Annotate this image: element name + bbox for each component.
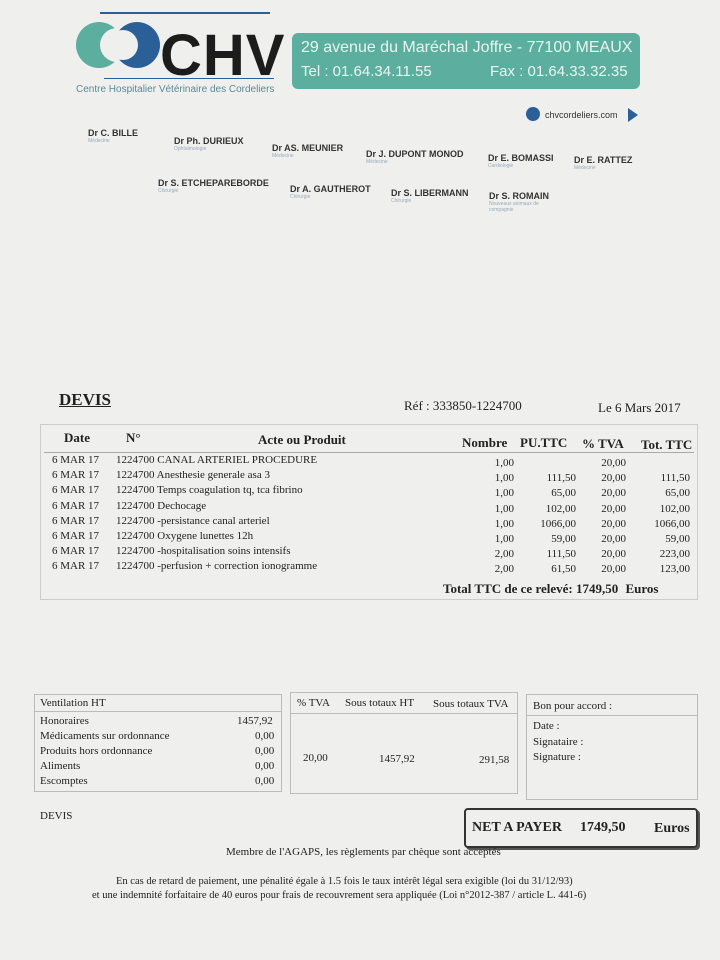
approval-date[interactable]: Date : <box>533 720 560 732</box>
col-date: Date <box>64 430 90 445</box>
doctor-name: Dr AS. MEUNIER <box>272 143 344 153</box>
cell-qty: 1,00 <box>494 533 514 545</box>
items-header <box>44 428 694 454</box>
cell-desc: 1224700 Dechocage <box>116 500 207 512</box>
doctor-specialty: Nouveaux animaux de compagnie <box>489 201 539 213</box>
cell-tva: 20,00 <box>601 533 626 545</box>
arrow-right-icon <box>628 108 638 122</box>
total-currency: Euros <box>625 581 659 596</box>
footer-devis-label: DEVIS <box>40 810 73 822</box>
cell-desc: 1224700 Oxygene lunettes 12h <box>116 530 254 542</box>
doctor-specialty: Ophtalmologie <box>174 146 207 152</box>
cell-tva: 20,00 <box>601 457 626 469</box>
doctor-8 <box>290 184 371 200</box>
cell-tva: 20,00 <box>601 472 626 484</box>
cell-date: 6 MAR 17 <box>52 545 100 557</box>
approval-title: Bon pour accord : <box>533 700 613 712</box>
cell-tot: 111,50 <box>660 472 690 484</box>
document-title: DEVIS <box>59 390 111 409</box>
doctor-name: Dr J. DUPONT MONOD <box>366 149 464 159</box>
phone: Tel : 01.64.34.11.55 <box>301 63 432 80</box>
brand-tagline: Centre Hospitalier Vétérinaire des Cordeliers <box>76 84 275 95</box>
cell-date: 6 MAR 17 <box>52 484 100 496</box>
cell-pu: 111,50 <box>546 548 576 560</box>
cell-tot: 223,00 <box>659 548 690 560</box>
doctor-9 <box>391 188 469 204</box>
subtotal-vat-header: Sous totaux TVA <box>433 698 509 710</box>
cell-tot: 123,00 <box>659 563 690 575</box>
subtotal-vat: 291,58 <box>479 754 510 766</box>
fax: Fax : 01.64.33.32.35 <box>490 63 628 80</box>
cell-date: 6 MAR 17 <box>52 530 100 542</box>
approval-box <box>526 694 698 800</box>
cell-desc: 1224700 Anesthesie generale asa 3 <box>116 469 270 481</box>
doctor-specialty: Cardiologie <box>488 163 514 169</box>
cell-tot: 1066,00 <box>654 518 690 530</box>
net-value: 1749,50 <box>580 820 626 835</box>
cell-pu: 59,00 <box>551 533 576 545</box>
net-label: NET A PAYER <box>472 820 562 835</box>
col-number: N° <box>126 430 141 445</box>
doctor-1 <box>88 128 138 144</box>
cell-qty: 1,00 <box>494 472 514 484</box>
doctor-name: Dr S. ETCHEPAREBORDE <box>158 178 269 188</box>
cell-pu: 61,50 <box>551 563 576 575</box>
cell-date: 6 MAR 17 <box>52 469 100 481</box>
net-currency: Euros <box>654 821 690 836</box>
divider <box>527 715 697 716</box>
legal-notice-2: et une indemnité forfaitaire de 40 euros pour frais de recouvrement sera appliquée (Loi n°2012-387 / article L. 441-6) <box>92 890 587 901</box>
cell-qty: 2,00 <box>494 548 514 560</box>
cell-date: 6 MAR 17 <box>52 454 100 466</box>
cell-date: 6 MAR 17 <box>52 500 100 512</box>
web-icon <box>526 107 540 121</box>
cell-qty: 1,00 <box>494 457 514 469</box>
doctor-specialty: Chirurgie <box>391 198 412 204</box>
doctor-specialty: Médecine <box>88 138 110 144</box>
approval-signature[interactable]: Signature : <box>533 751 581 763</box>
divider <box>291 713 517 714</box>
cell-desc: 1224700 CANAL ARTERIEL PROCEDURE <box>116 454 318 466</box>
doctor-name: Dr Ph. DURIEUX <box>174 136 244 146</box>
address-box <box>292 33 640 89</box>
ventilation-box <box>34 694 282 792</box>
subtotal-ht: 1457,92 <box>379 753 415 765</box>
doctor-name: Dr C. BILLE <box>88 128 139 138</box>
cell-qty: 1,00 <box>494 487 514 499</box>
ventilation-label: Médicaments sur ordonnance <box>40 730 170 742</box>
cell-pu: 102,00 <box>545 503 576 515</box>
doctor-5 <box>488 153 554 169</box>
ventilation-header: Ventilation HT <box>40 697 106 709</box>
cell-tva: 20,00 <box>601 503 626 515</box>
cell-pu: 111,50 <box>546 472 576 484</box>
doctor-specialty: Médecine <box>574 165 596 171</box>
vat-box <box>290 692 518 794</box>
cell-qty: 2,00 <box>494 563 514 575</box>
doctor-7 <box>158 178 269 194</box>
cell-tot: 65,00 <box>665 487 690 499</box>
ventilation-value: 1457,92 <box>237 715 273 727</box>
subtotal-ht-header: Sous totaux HT <box>345 697 415 709</box>
net-to-pay-box <box>464 808 698 848</box>
doctor-name: Dr S. ROMAIN <box>489 191 550 201</box>
col-product: Acte ou Produit <box>258 432 346 447</box>
approval-signatory[interactable]: Signataire : <box>533 736 584 748</box>
doctor-name: Dr A. GAUTHEROT <box>290 184 371 194</box>
cell-desc: 1224700 -hospitalisation soins intensifs <box>116 545 291 557</box>
ventilation-label: Produits hors ordonnance <box>40 745 153 757</box>
vat-rate: 20,00 <box>303 752 328 764</box>
agaps-note: Membre de l'AGAPS, les règlements par chèque sont acceptés <box>226 846 501 858</box>
doctor-10 <box>489 191 559 213</box>
ventilation-label: Aliments <box>40 760 81 772</box>
reference: Réf : 333850-1224700 <box>404 398 522 413</box>
header-divider <box>44 452 694 453</box>
ventilation-label: Escomptes <box>40 775 88 787</box>
legal-notice-1: En cas de retard de paiement, une pénalité égale à 1.5 fois le taux intérêt légal sera exigible (loi du 31/12/93) <box>116 876 573 887</box>
ventilation-value: 0,00 <box>255 760 275 772</box>
website[interactable]: chvcordeliers.com <box>545 110 618 120</box>
brand-name: CHV <box>160 23 286 88</box>
total-value: 1749,50 <box>576 581 619 596</box>
cell-tot: 102,00 <box>659 503 690 515</box>
doctor-name: Dr E. BOMASSI <box>488 153 554 163</box>
cell-date: 6 MAR 17 <box>52 560 100 572</box>
cell-tva: 20,00 <box>601 487 626 499</box>
col-qty: Nombre <box>462 435 508 450</box>
doctor-2 <box>174 136 244 152</box>
total-line <box>443 581 659 597</box>
address: 29 avenue du Maréchal Joffre - 77100 MEAUX <box>301 39 633 56</box>
cell-desc: 1224700 Temps coagulation tq, tca fibrino <box>116 484 303 496</box>
doctor-4 <box>366 149 464 165</box>
vat-rate-header: % TVA <box>297 697 330 709</box>
cell-desc: 1224700 -persistance canal arteriel <box>116 515 270 527</box>
cell-qty: 1,00 <box>494 518 514 530</box>
cell-tot: 59,00 <box>665 533 690 545</box>
doctor-specialty: Chirurgie <box>290 194 311 200</box>
cell-qty: 1,00 <box>494 503 514 515</box>
cell-desc: 1224700 -perfusion + correction ionogramme <box>116 560 318 572</box>
doctor-name: Dr S. LIBERMANN <box>391 188 469 198</box>
cell-tva: 20,00 <box>601 563 626 575</box>
col-unit-price: PU.TTC <box>520 435 568 450</box>
ventilation-value: 0,00 <box>255 775 275 787</box>
ventilation-label: Honoraires <box>40 715 89 727</box>
items-table <box>44 428 694 454</box>
doctor-name: Dr E. RATTEZ <box>574 155 633 165</box>
doctor-specialty: Médecine <box>366 159 388 165</box>
col-total: Tot. TTC <box>641 437 693 452</box>
cell-tva: 20,00 <box>601 518 626 530</box>
cell-date: 6 MAR 17 <box>52 515 100 527</box>
cell-pu: 65,00 <box>551 487 576 499</box>
total-label: Total TTC de ce relevé: <box>443 581 573 596</box>
doctor-specialty: Médecine <box>272 153 294 159</box>
doctor-6 <box>574 155 632 171</box>
ventilation-value: 0,00 <box>255 730 275 742</box>
col-vat: % TVA <box>582 436 624 451</box>
cell-pu: 1066,00 <box>540 518 576 530</box>
doctor-3 <box>272 143 343 159</box>
document-date: Le 6 Mars 2017 <box>598 400 681 415</box>
divider <box>35 711 281 712</box>
ventilation-value: 0,00 <box>255 745 275 757</box>
doctor-specialty: Chirurgie <box>158 188 179 194</box>
cell-tva: 20,00 <box>601 548 626 560</box>
